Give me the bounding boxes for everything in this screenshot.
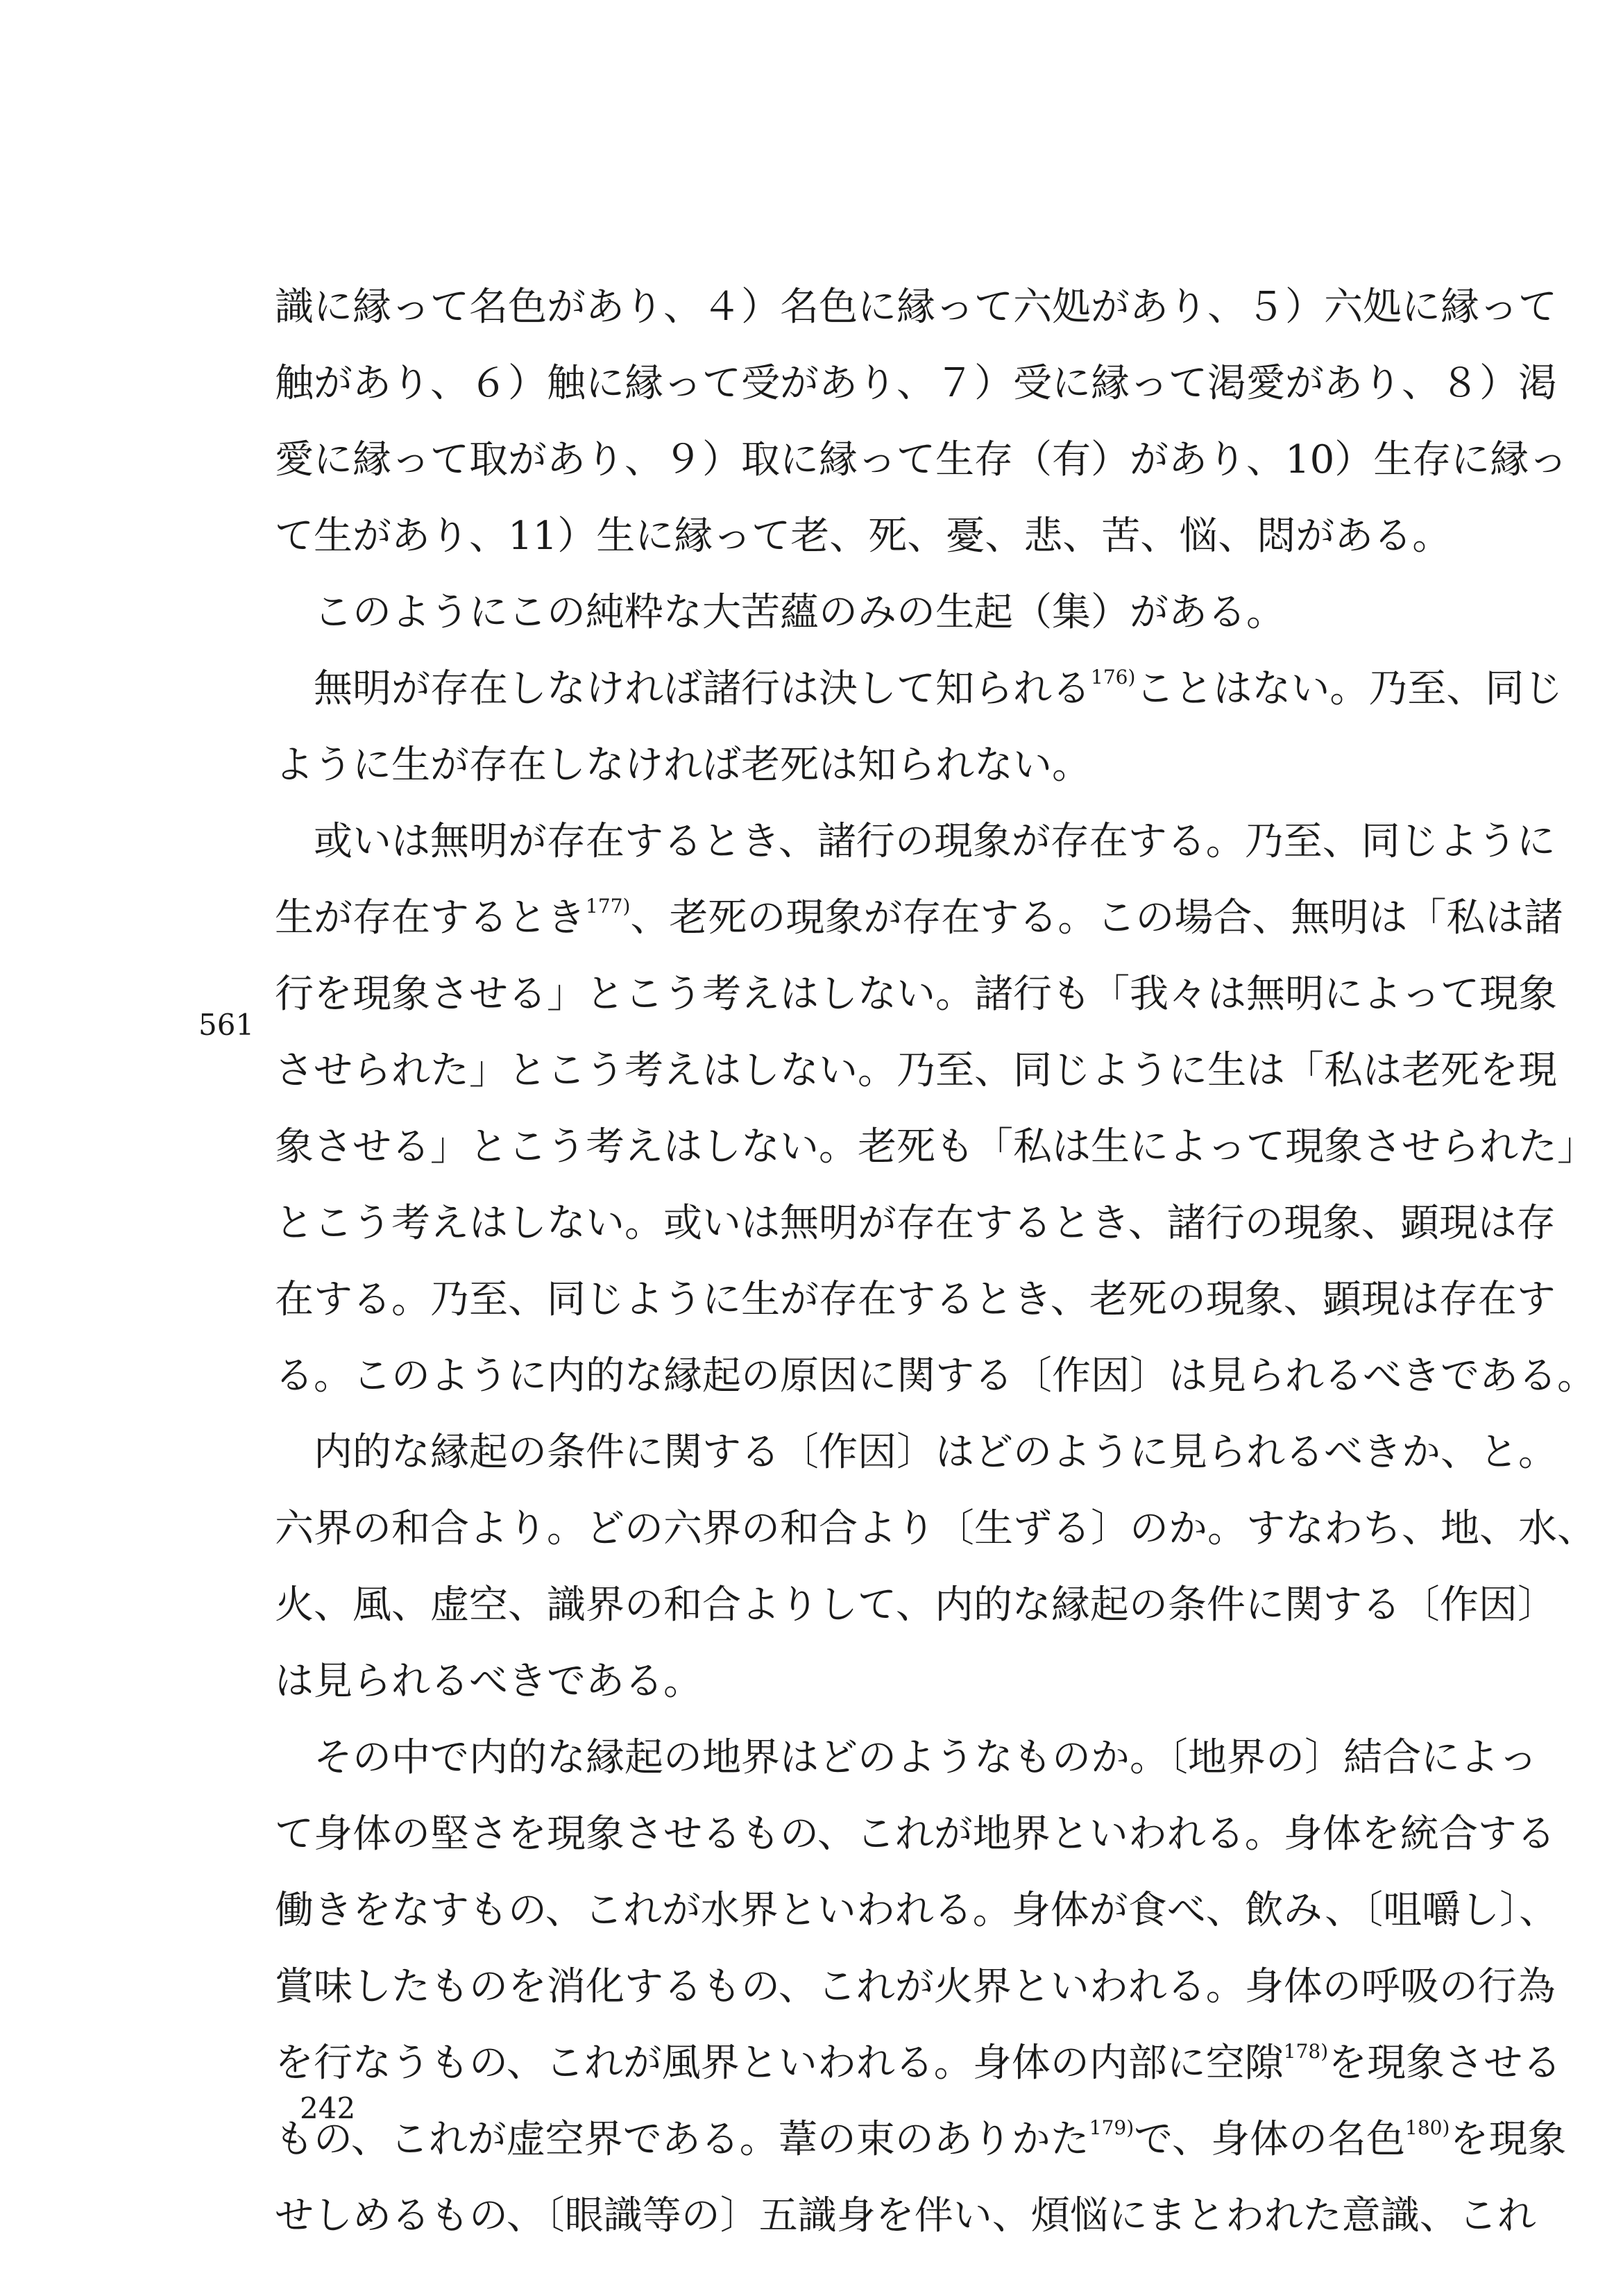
text-line: 働きをなすもの、これが水界といわれる。身体が食べ、飲み、〔咀嚼し〕、	[275, 1888, 1558, 1933]
text-line: 賞味したものを消化するもの、これが火界といわれる。身体の呼吸の行為	[275, 1964, 1556, 2009]
text-line: て身体の堅さを現象させるもの、これが地界といわれる。身体を統合する	[275, 1812, 1556, 1857]
note-ref-177: 177)	[586, 895, 631, 918]
text-segment: もの、これが虚空界である。葦の束のありかた	[275, 2117, 1089, 2162]
text-line: 在する。乃至、同じように生が存在するとき、老死の現象、顕現は存在す	[275, 1277, 1556, 1322]
text-line: させられた」とこう考えはしない。乃至、同じように生は「私は老死を現	[275, 1048, 1557, 1093]
paragraph-line: このようにこの純粋な大苦蘊のみの生起（集）がある。	[314, 590, 1285, 635]
note-ref-180: 180)	[1405, 2116, 1450, 2140]
paragraph-line: 内的な縁起の条件に関する〔作因〕はどのように見られるべきか、と。	[314, 1430, 1557, 1475]
text-segment: 生が存在するとき	[275, 895, 586, 940]
margin-reference-number: 561	[198, 1008, 255, 1042]
text-line: 六界の和合より。どの六界の和合より〔生ずる〕のか。すなわち、地、水、	[275, 1506, 1596, 1551]
text-line: 火、風、虚空、識界の和合よりして、内的な縁起の条件に関する〔作因〕	[275, 1582, 1556, 1628]
text-line	[275, 2025, 1562, 2102]
text-segment: 、老死の現象が存在する。この場合、無明は「私は諸	[630, 895, 1563, 940]
text-line: て生があり、11）生に縁って老、死、憂、悲、苦、悩、悶がある。	[275, 514, 1452, 559]
text-segment: ことはない。乃至、同じ	[1135, 666, 1563, 711]
text-segment: 無明が存在しなければ諸行は決して知られる	[314, 666, 1091, 711]
text-line	[275, 880, 1563, 956]
paragraph-line: その中で内的な縁起の地界はどのようなものか。〔地界の〕結合によっ	[314, 1735, 1538, 1780]
text-line: 行を現象させる」とこう考えはしない。諸行も「我々は無明によって現象	[275, 972, 1557, 1017]
text-segment: を現象	[1450, 2117, 1567, 2162]
text-segment: を現象させる	[1328, 2041, 1562, 2086]
text-line: 触があり、６）触に縁って受があり、７）受に縁って渇愛があり、８）渇	[275, 361, 1557, 406]
paragraph-line	[275, 651, 1563, 727]
note-ref-176: 176)	[1091, 666, 1136, 689]
text-line: は見られるべきである。	[275, 1659, 702, 1704]
page-number: 242	[300, 2091, 356, 2125]
text-line: 愛に縁って取があり、９）取に縁って生存（有）があり、10）生存に縁っ	[275, 437, 1568, 482]
note-ref-179: 179)	[1089, 2116, 1135, 2140]
text-line: 識に縁って名色があり、４）名色に縁って六処があり、５）六処に縁って	[275, 285, 1557, 330]
text-line: る。このように内的な縁起の原因に関する〔作因〕は見られるべきである。	[275, 1353, 1596, 1399]
text-segment: を行なうもの、これが風界といわれる。身体の内部に空隙	[275, 2041, 1284, 2086]
text-line: ように生が存在しなければ老死は知られない。	[275, 743, 1091, 788]
text-line: せしめるもの、〔眼識等の〕五識身を伴い、煩悩にまとわれた意識、これ	[275, 2193, 1536, 2238]
text-line: 象させる」とこう考えはしない。老死も「私は生によって現象させられた」	[275, 1124, 1596, 1170]
text-line	[275, 2102, 1567, 2178]
text-line: とこう考えはしない。或いは無明が存在するとき、諸行の現象、顕現は存	[275, 1201, 1556, 1246]
paragraph-line: 或いは無明が存在するとき、諸行の現象が存在する。乃至、同じように	[314, 819, 1556, 864]
text-segment: で、身体の名色	[1134, 2117, 1406, 2162]
body-text	[275, 269, 1596, 2254]
note-ref-178: 178)	[1283, 2040, 1329, 2063]
